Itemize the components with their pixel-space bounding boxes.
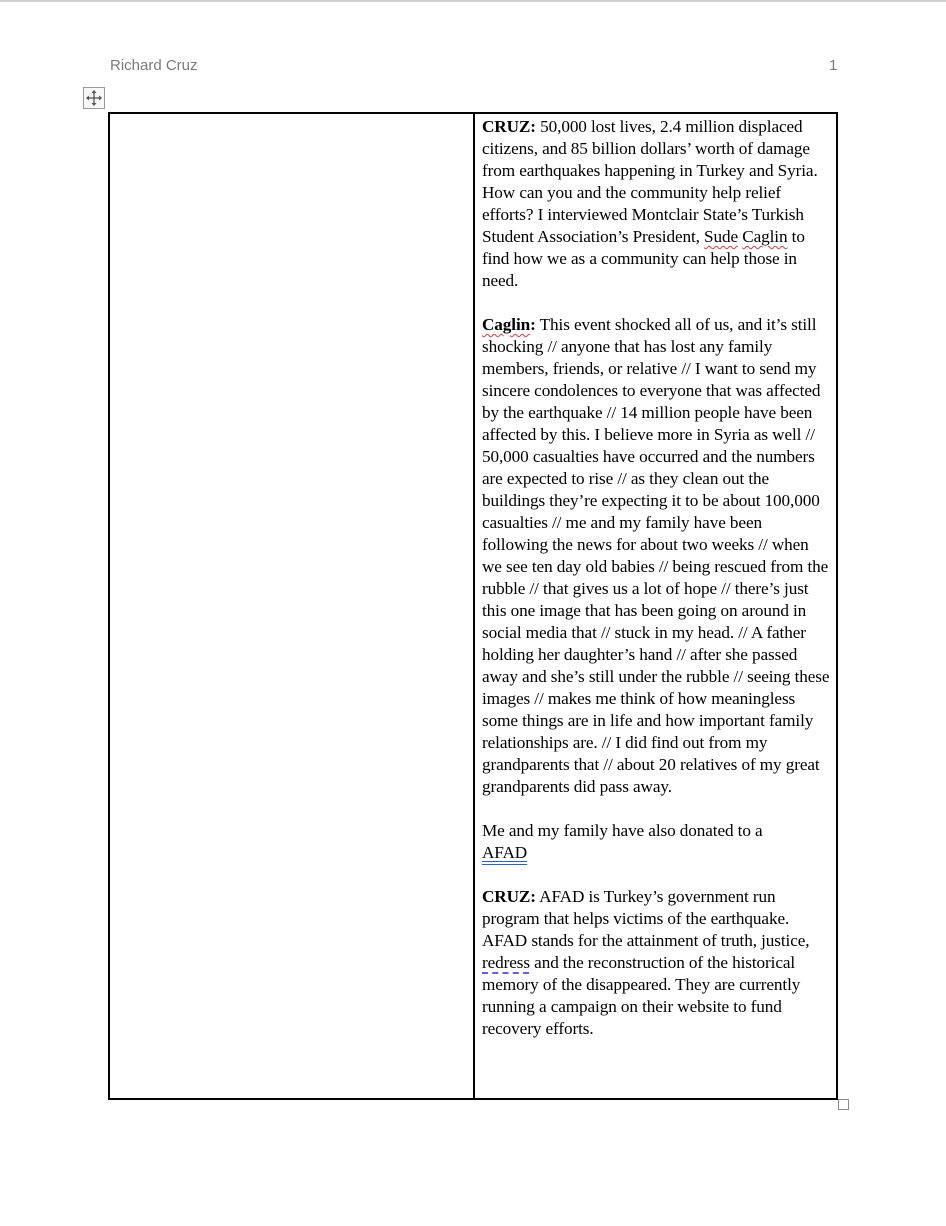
afad-link[interactable]: AFAD xyxy=(482,843,528,862)
script-table xyxy=(108,112,838,1100)
paragraph-caglin-quote: Caglin: This event shocked all of us, and it’s still shocking // anyone that has lost any family members, friends, or relative // I want to send my sincere condolences to everyone that was affected by the earthquake // 14 million people have been affected by this. I believe more in Syria as well // 50,000 casualties have occurred and the numbers are expected to rise // as they clean out the buildings they’re expecting it to be about 100,000 casualties // me and my family have been following the news for about two weeks // when we see ten day old babies // being rescued from the rubble // that gives us a lot of hope // there’s just this one image that has been going on around in social media that // stuck in my head. // A father holding her daughter’s hand // after she passed away and she’s still under the rubble // seeing these images // makes me think of how meaningless some things are in life and how important family relationships are. // I did find out from my grandparents that // about 20 relatives of my great grandparents did pass away. xyxy=(482,315,830,796)
paragraph-text: Me and my family have also donated to a xyxy=(482,821,763,840)
speaker-label: CRUZ: xyxy=(482,887,536,906)
spelling-flag[interactable]: Caglin xyxy=(742,227,788,246)
table-resize-handle[interactable] xyxy=(838,1099,849,1110)
grammar-flag[interactable]: redress xyxy=(482,953,530,972)
paragraph-donation xyxy=(482,820,832,864)
paragraph-cruz-afad xyxy=(482,886,832,1040)
header-author: Richard Cruz xyxy=(110,57,198,74)
paragraph-text: AFAD is Turkey’s government run program that helps victims of the earthquake. AFAD stands for the attainment of truth, justice, xyxy=(482,887,810,950)
paragraph-cruz-intro xyxy=(482,116,832,292)
video-column-cell[interactable] xyxy=(110,114,473,1098)
audio-column-cell[interactable] xyxy=(482,116,832,1062)
paragraph-text: This event shocked all of us, and it’s still shocking // anyone that has lost any family members, friends, or relative // I want to send my sincere condolences to everyone that was affected by the earthquake // 14 million people have been affected by this. I believe more in Syria as well // 50,000 casualties have occurred and the numbers are expected to rise // as they clean out the buildings they’re expecting it to be about 100,000 casualties // me and my family have been following the news for about two weeks // when we see ten day old babies // being rescued from the rubble // that gives us a lot of hope // there’s just this one image that has been going on around in social media that // stuck in my head. // A father holding her daughter’s hand // after she passed away and she’s still under the rubble // seeing these images // makes me think of how meaningless some things are in life and how important family relationships are. // I did find out from my grandparents that // about 20 relatives of my great grandparents did pass away. xyxy=(482,315,830,796)
paragraph-text: and the reconstruction of the historical memory of the disappeared. They are currently running a campaign on their website to fund recovery efforts. xyxy=(482,953,801,1038)
column-divider[interactable] xyxy=(473,114,475,1098)
speaker-label: CRUZ: xyxy=(482,117,536,136)
page-number: 1 xyxy=(829,57,838,74)
spelling-flag[interactable]: Sude xyxy=(704,227,739,246)
paragraph-text: 50,000 lost lives, 2.4 million displaced citizens, and 85 billion dollars’ worth of damage from earthquakes happening in Turkey and Syria. How can you and the community help relief efforts? I interviewed Montclair State’s Turkish Student Association’s President, xyxy=(482,117,818,246)
speaker-label[interactable]: Caglin xyxy=(482,315,531,334)
top-border xyxy=(0,0,946,2)
paragraph-text: to find how we as a community can help those in need. xyxy=(482,227,805,290)
table-move-handle-icon[interactable] xyxy=(83,87,105,109)
